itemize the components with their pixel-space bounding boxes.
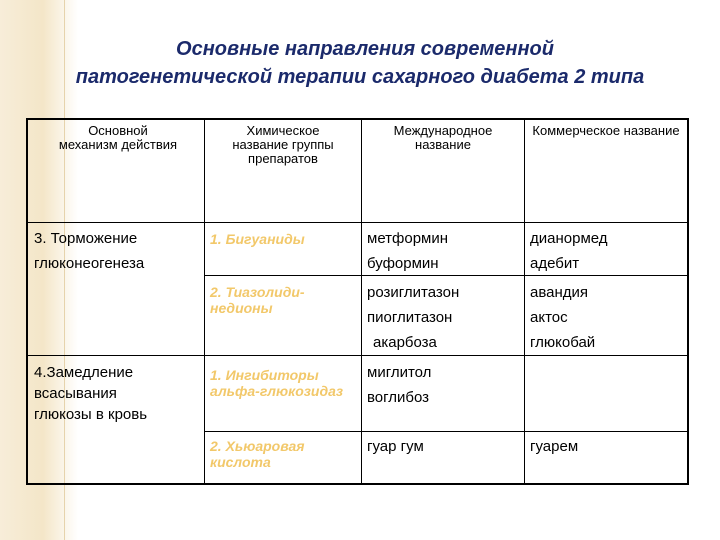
chem-biguanides: 1. Бигуаниды bbox=[210, 231, 305, 247]
comm-dianormed: дианормед bbox=[530, 230, 608, 247]
col-divider-2 bbox=[361, 120, 362, 483]
intl-rosiglitazone: розиглитазон bbox=[367, 284, 460, 301]
header-chemical-group: Химическое название группы препаратов bbox=[232, 123, 334, 166]
comm-names-biguanides bbox=[530, 226, 685, 276]
col-divider-1 bbox=[204, 120, 205, 483]
comm-avandia: авандия bbox=[530, 284, 589, 301]
chem-thiazolidinediones: 2. Тиазолиди-недионы bbox=[210, 284, 305, 316]
intl-buformin: буформин bbox=[367, 255, 439, 272]
title-line-2: патогенетической терапии сахарного диабета 2 типа bbox=[75, 66, 645, 88]
comm-guarem: гуарем bbox=[530, 438, 579, 455]
title-line-1: Основные направления современной bbox=[176, 38, 554, 60]
intl-names-alpha-glucosidase bbox=[367, 360, 522, 410]
mechanism-absorption-slowdown: 4.Замедление всасывания глюкозы в кровь bbox=[34, 364, 148, 423]
chem-guar-acid: 2. Хьюаровая кислота bbox=[210, 438, 305, 470]
row-divider-3 bbox=[204, 431, 687, 432]
header-commercial-name: Коммерческое название bbox=[532, 123, 680, 138]
therapy-table bbox=[26, 118, 689, 485]
intl-miglitol: миглитол bbox=[367, 364, 432, 381]
intl-acarbose: акарбоза bbox=[373, 334, 437, 351]
header-mechanism: Основной механизм действия bbox=[58, 123, 178, 152]
col-divider-3 bbox=[524, 120, 525, 483]
slide-title bbox=[0, 35, 720, 91]
intl-names-thiazolidinediones bbox=[367, 280, 522, 355]
group-divider bbox=[28, 355, 687, 356]
intl-guar-gum: гуар гум bbox=[367, 438, 424, 455]
chem-alpha-glucosidase-inhibitors: 1. Ингибиторы альфа-глюкозидаз bbox=[210, 367, 344, 399]
comm-glucobay: глюкобай bbox=[530, 334, 596, 351]
header-international-name: Международное название bbox=[393, 123, 493, 152]
comm-actos: актос bbox=[530, 309, 568, 326]
intl-metformin: метформин bbox=[367, 230, 449, 247]
header-divider bbox=[28, 222, 687, 223]
intl-names-biguanides bbox=[367, 226, 522, 276]
comm-names-thiazolidinediones bbox=[530, 280, 685, 355]
comm-adebit: адебит bbox=[530, 255, 580, 272]
mechanism-gluconeogenesis: 3. Торможение глюконеогенеза bbox=[34, 230, 145, 272]
intl-voglibose: воглибоз bbox=[367, 389, 430, 406]
intl-pioglitazone: пиоглитазон bbox=[367, 309, 453, 326]
